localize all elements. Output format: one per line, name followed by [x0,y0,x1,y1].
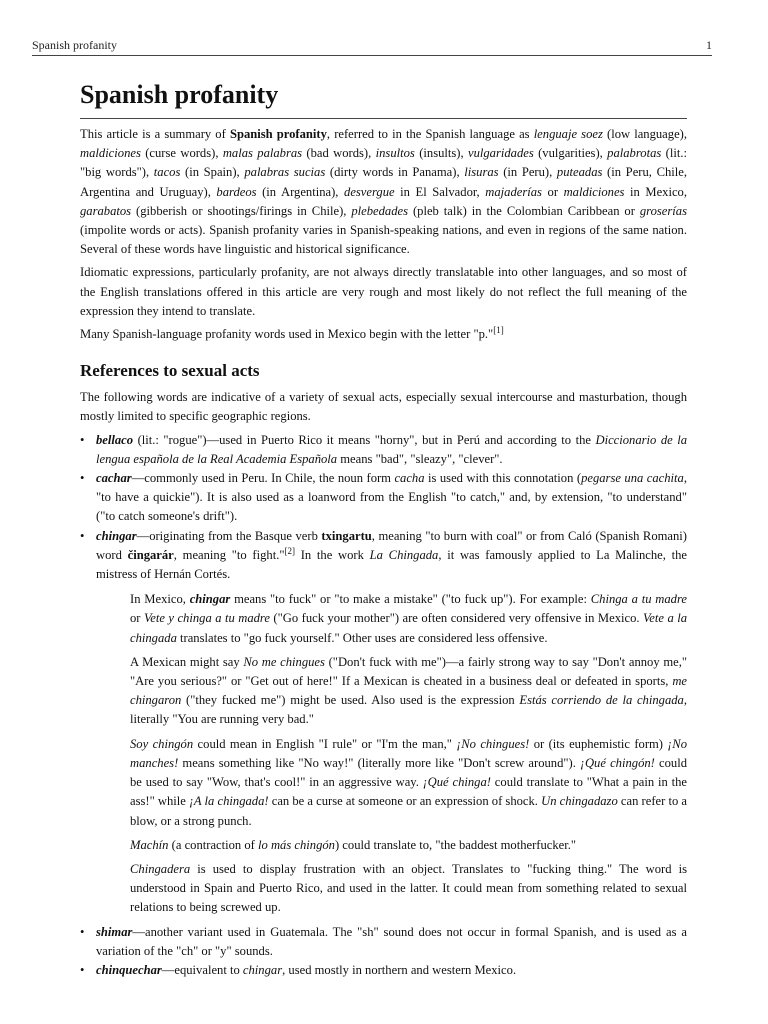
text-run: ) could translate to, "the baddest motherfucker." [334,837,577,852]
italic-term: ¡Qué chingón! [580,755,655,770]
text-run: , used mostly in northern and western Mexico. [282,962,517,977]
text-run: (curse words), [140,146,223,161]
italic-term: vulgaridades [467,146,534,161]
text-run: can be a curse at someone or an expression of shock. [268,794,542,809]
intro-paragraph-1 [80,125,687,259]
section-intro [80,388,687,426]
list-item-text [96,963,516,977]
citation-ref: [1] [493,324,504,335]
italic-term: malas palabras [222,146,303,161]
text-run: (lit.: "big words"), [80,146,687,180]
list-item-text [96,529,687,581]
bullet-glyph: • [80,528,85,543]
italic-term: Chinga a tu madre [590,592,687,607]
list-item-chinquechar [80,961,687,980]
text-run: (in Peru), [498,165,557,180]
bullet-glyph: • [80,962,85,977]
list-item-cachar [80,469,687,527]
text-run: can refer to a blow, or a strong punch. [130,794,688,828]
intro-paragraph-2 [80,263,687,321]
text-run: translates to "go fuck yourself." Other uses are considered less offensive. [176,630,548,645]
italic-term: puteadas [556,165,603,180]
italic-term: majaderías [485,184,542,199]
list-item-text [96,433,687,466]
italic-term: Estás corriendo de la chingada [519,693,684,708]
text-run: is used with this connotation ( [424,471,582,486]
chingar-paragraph-5 [130,860,687,918]
headword: chinquechar [96,962,162,977]
running-header [32,38,712,53]
text-run: —commonly used in Peru. In Chile, the noun form [131,471,395,486]
headword: chingar [96,528,137,543]
italic-term: lenguaje soez [533,127,603,141]
text-run: (bad words), [302,146,376,161]
text-run: means something like "No way!" (literally more like "Don't screw around"). [178,755,581,770]
bold-term: txingartu [321,528,372,543]
text-run: (in Spain), [180,165,245,180]
italic-term: maldiciones [563,184,625,199]
text-run: or (its euphemistic form) [529,736,668,751]
chingar-paragraph-3 [130,735,687,831]
list-item-text [96,925,687,958]
text-run: ("they fucked me") might be used. Also used is the expression [181,693,520,708]
bold-term: Spanish profanity [229,127,327,141]
running-title: Spanish profanity [32,38,117,52]
chingar-paragraph-1 [130,590,687,648]
italic-term: La Chingada [369,547,439,562]
text-run: (impolite words or acts). Spanish profanity varies in Spanish-speaking nations, and even in regions of the same nation. Several of these words have linguistic and historical significance. [80,223,687,257]
italic-term: palabras sucias [244,165,326,180]
text-run: , referred to in the Spanish language as [326,127,534,141]
italic-term: tacos [153,165,181,180]
italic-term: pegarse una cachita [581,471,684,486]
italic-term: ¡Qué chinga! [422,775,491,790]
intro-paragraph-3 [80,325,687,344]
italic-term: me chingaron [130,674,687,708]
text-run: (a contraction of [168,837,258,852]
text-run: , meaning "to burn with coal" or from Caló (Spanish Romani) word [96,528,687,562]
italic-term: palabrotas [607,146,662,161]
italic-term: No me chingues [243,654,325,669]
text-run: in El Salvador, [394,184,486,199]
bold-term: čingarár [127,547,174,562]
list-item-chingar [80,527,687,918]
text-run: —originating from the Basque verb [136,528,322,543]
section-heading-sexual-acts: References to sexual acts [80,361,260,381]
article-body [80,78,687,980]
text-run: Many Spanish-language profanity words used in Mexico begin with the letter "p." [80,327,494,342]
italic-term: Diccionario de la lengua española de la Real Academia Española [96,432,687,466]
text-run: could translate to "What a pain in the ass!" while [130,775,687,809]
text-run: (insults), [414,146,468,161]
term-list [80,431,687,980]
text-run: , meaning "to fight." [173,547,285,562]
chingar-paragraph-4 [130,836,687,855]
text-run: (in Argentina), [256,184,345,199]
text-run: means "to fuck" or "to make a mistake" ("to fuck up"). For example: [230,592,591,607]
citation-ref: [2] [284,545,295,556]
italic-term: bardeos [216,184,257,199]
bullet-glyph: • [80,924,85,939]
chingar-usage-block [130,590,687,917]
text-run: in Mexico, [624,184,687,199]
headword: bellaco [96,432,134,447]
text-run: could be used to say "Wow, that's cool!" in an aggressive way. [130,755,687,790]
text-run: , it was famously applied to La Malinche, the mistress of Hernán Cortés. [96,547,687,582]
text-run: ("Don't fuck with me")—a fairly strong way to say "Don't annoy me," "Are you serious?" or "Get out of here!" If a Mexican is cheated in a business deal or defeated in sports, [130,654,687,689]
italic-term: cacha [394,471,425,486]
italic-term: ¡No chingues! [456,736,530,751]
text-run: , literally "You are running very bad." [130,693,687,727]
italic-term: Chingadera [130,861,191,876]
list-item-text [96,471,687,523]
headword: shimar [96,924,133,939]
text-run: —another variant used in Guatemala. The "sh" sound does not occur in formal Spanish, and is used as a variation of the "ch" or "y" sounds. [96,924,687,958]
italic-term: Machín [130,837,169,852]
italic-term: Vete y chinga a tu madre [143,611,270,626]
text-run: This article is a summary of [80,127,230,141]
chingar-paragraph-2 [130,653,687,730]
italic-term: maldiciones [80,146,141,161]
italic-term: lisuras [464,165,499,180]
italic-term: lo más chingón [258,837,335,852]
italic-term: Un chingadazo [541,794,618,809]
text-run: (gibberish or shootings/firings in Chile), [131,203,352,218]
italic-term: ¡No manches! [130,736,688,770]
italic-term: plebedades [351,203,409,218]
text-run: (low language), [602,127,687,141]
text-run: (in Peru, Chile, Argentina and Uruguay), [80,165,687,199]
text-run: (vulgarities), [533,146,608,161]
italic-term: Soy chingón [130,736,194,751]
text-run: or [130,611,144,626]
text-run: (lit.: "rogue")—used in Puerto Rico it means "horny", but in Perú and according to the [133,432,596,447]
text-run: (dirty words in Panama), [325,165,465,180]
text-run: In Mexico, [130,592,190,607]
italic-term: garabatos [80,203,132,218]
text-run: , "to have a quickie"). It is also used as a loanword from the English "to catch," and, by extension, "to understand" ("to catch someone's drift"). [96,471,687,524]
text-run: or [541,184,564,199]
text-run: A Mexican might say [130,654,244,669]
bullet-glyph: • [80,471,85,486]
page-title: Spanish profanity [80,78,687,119]
italic-term: Vete a la chingada [130,611,688,645]
text-run: could mean in English "I rule" or "I'm the man," [193,736,457,751]
text-run: In the work [294,547,370,562]
text-run: is used to display frustration with an object. Translates to "fucking thing." The word is understood in Spain and Puerto Rico, and used in the latter. It could mean from something related to sexual relations to being screwed up. [130,861,687,915]
text-run: Idiomatic expressions, particularly profanity, are not always directly translatable into other languages, and so most of the English translations offered in this article are very rough and most likely do not reflect the full meaning of the expression they intend to translate. [80,265,687,318]
italic-term: insultos [375,146,415,161]
text-run: (pleb talk) in the Colombian Caribbean or [408,203,640,218]
text-run: —equivalent to [161,962,243,977]
page-number: 1 [706,38,712,52]
headword: chingar [189,592,231,607]
list-item-bellaco [80,431,687,469]
headword: cachar [96,471,132,486]
text-run: means "bad", "sleazy", "clever". [337,451,503,466]
list-item-shimar [80,923,687,961]
header-rule [32,55,712,56]
italic-term: groserías [639,203,687,218]
text-run: The following words are indicative of a variety of sexual acts, especially sexual intercourse and masturbation, though mostly limited to specific geographic regions. [80,390,687,424]
italic-term: chingar [242,962,283,977]
italic-term: desvergue [344,184,395,199]
text-run: ("Go fuck your mother") are often considered very offensive in Mexico. [269,611,644,626]
italic-term: ¡A la chingada! [189,794,269,809]
bullet-glyph: • [80,432,85,447]
